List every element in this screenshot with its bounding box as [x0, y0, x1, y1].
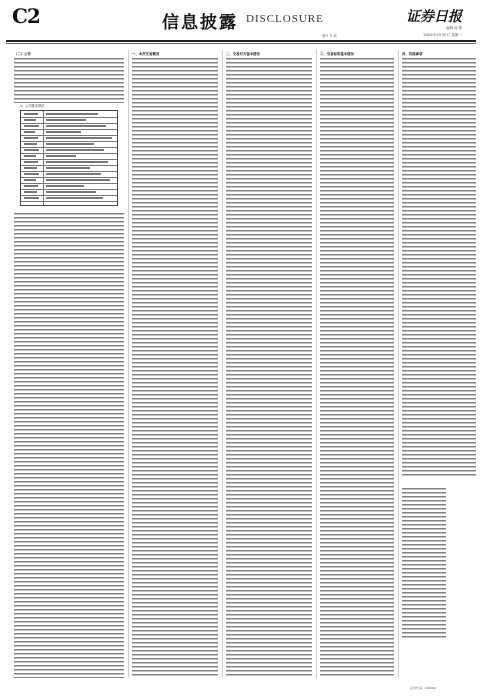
table-row [21, 159, 117, 160]
table-cell [46, 161, 108, 163]
table-cell [46, 155, 76, 157]
column-3-heading: 二、交易对方基本情况 [226, 51, 260, 56]
table-cell [46, 179, 110, 181]
column-1-text-top [14, 58, 124, 103]
table-row [21, 129, 117, 130]
table-cell [24, 197, 39, 199]
table-row [21, 123, 117, 124]
table-divider [43, 111, 44, 205]
table-cell [24, 143, 37, 145]
table-cell [24, 161, 38, 163]
page-number: C2 [12, 4, 40, 28]
table-cell [24, 131, 35, 133]
company-info-table [20, 110, 118, 206]
table-row [21, 153, 117, 154]
column-rule [222, 50, 223, 678]
table-row [21, 141, 117, 142]
column-rule [398, 50, 399, 678]
table-cell [46, 149, 104, 151]
column-4-heading: 三、交易标的基本情况 [320, 51, 354, 56]
table-cell [46, 131, 81, 133]
newspaper-logo: 证券日报 [406, 9, 462, 25]
column-2-text-body [132, 58, 218, 676]
table-cell [24, 155, 36, 157]
masthead [6, 0, 476, 42]
column-3-text-body [226, 58, 312, 676]
table-cell [24, 125, 39, 127]
section-title: 信息披露 [162, 13, 238, 33]
footer-note: 证券代码：000000 [410, 686, 437, 690]
table-row [21, 135, 117, 136]
column-5 [402, 50, 476, 678]
table-cell [46, 173, 101, 175]
column-1-heading: （二）公告 [14, 51, 31, 56]
table-cell [24, 119, 36, 121]
issue-date: 2020年1月20日 星期一 [423, 33, 462, 37]
table-cell [46, 143, 94, 145]
table-cell [24, 149, 39, 151]
masthead-rule-thin [6, 43, 476, 44]
table-row [21, 189, 117, 190]
producer-line: 制作 李 波 [322, 34, 337, 38]
table-cell [46, 137, 112, 139]
table-row [21, 171, 117, 172]
table-cell [24, 191, 37, 193]
table-caption: 1、公司基本情况 [20, 104, 45, 108]
table-row [21, 165, 117, 166]
column-3 [226, 50, 312, 678]
table-cell [24, 137, 38, 139]
table-cell [24, 185, 38, 187]
masthead-rule [6, 40, 476, 42]
table-cell [46, 119, 86, 121]
table-cell [24, 179, 36, 181]
column-5-text-body [402, 58, 476, 478]
table-cell [46, 197, 103, 199]
column-4-text-body [320, 58, 394, 676]
table-cell [46, 125, 106, 127]
table-row [21, 195, 117, 196]
table-cell [46, 185, 84, 187]
column-2-heading: 一、本次交易概况 [132, 51, 160, 56]
column-1-text-body [14, 213, 124, 678]
editor-line: 编辑 孙 倩 [446, 26, 462, 30]
table-cell [46, 167, 90, 169]
table-row [21, 183, 117, 184]
column-5-list [402, 488, 446, 638]
table-cell [24, 113, 38, 115]
column-4 [320, 50, 394, 678]
table-row [21, 117, 117, 118]
table-row [21, 147, 117, 148]
section-title-english: DISCLOSURE [246, 13, 324, 25]
column-5-heading: 四、其他事项 [402, 51, 423, 56]
table-row [21, 177, 117, 178]
table-cell [24, 173, 39, 175]
table-cell [46, 191, 96, 193]
table-row [21, 201, 117, 202]
table-cell [46, 113, 98, 115]
column-rule [316, 50, 317, 678]
column-2 [132, 50, 218, 678]
column-rule [128, 50, 129, 678]
table-cell [24, 167, 37, 169]
